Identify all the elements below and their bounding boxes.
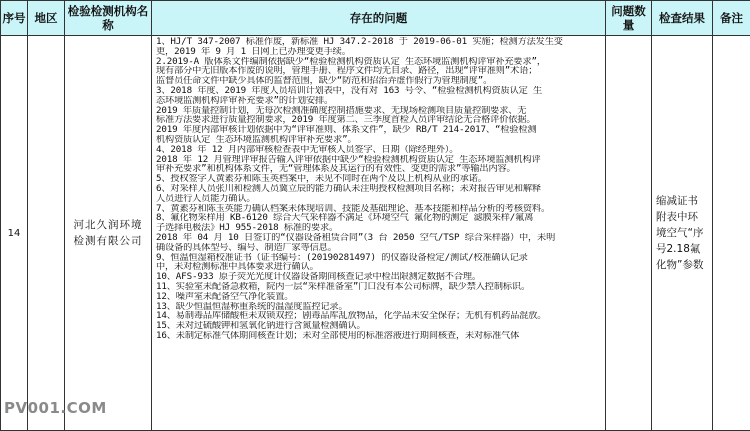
issue-line: 确设备的具体型号、编号、制造厂家等信息。 <box>156 243 602 253</box>
issue-line: 人员进行人员能力确认。 <box>156 194 602 204</box>
issue-line: 监督员任命文件中缺少具体的监督范围，缺少“防范和招治弄虚作假行为管理制度”。 <box>156 76 602 86</box>
issue-line: 标准方法要求进行质量控制要求，2019 年度第二、三季度首检人员评审结论无合格评价依据。 <box>156 115 602 125</box>
table-header-row <box>1 1 750 36</box>
row-area <box>28 36 65 431</box>
issue-line: 更，2019 年 9 月 1 日网上已办理变更手续。 <box>156 47 602 57</box>
table-row <box>1 36 750 431</box>
issue-line: 2019 年度内部审核计划依据中为“评审准则、体系文件”，缺少 RB/T 214-2017、“检验检测 <box>156 125 602 135</box>
issue-line: 机构资质认定 生态环境监测机构评审补充要求”。 <box>156 135 602 145</box>
issue-line: 13、缺少恒温恒湿称重系统的温湿度监控记录。 <box>156 302 602 312</box>
issue-line: 16、未制定标准气体期间核查计划；未对全部使用的标准溶液进行期间核查，未对标准气体 <box>156 331 602 341</box>
watermark-text: PV001.COM <box>4 399 107 417</box>
issue-line: 中，未对检测标准中具体要求进行确认。 <box>156 262 602 272</box>
header-area: 地区 <box>28 1 65 36</box>
issue-line: 2018 年 04 月 10 日签订的“仪器设备租赁合同”（3 台 2050 空气/TSP 综合采样器）中，未明 <box>156 233 602 243</box>
issue-line: 9、恒温恒湿箱校准证书（证书编号：(20190281497) 的仪器设备检定/测试/校准确认记录 <box>156 253 602 263</box>
issue-line: 2018 年 12 月管理评审报告输入评审依据中缺少“检验检测机构资质认定 生态环境监测机构评 <box>156 155 602 165</box>
header-result: 检查结果 <box>652 1 713 36</box>
issue-line: 现有部分中无旧版本作废的说明，管理手册、程序文件均无目录、路径，出现“评审准则”术语； <box>156 66 602 76</box>
issue-line: 子选择电极法》HJ 955-2018 标准的要求。 <box>156 223 602 233</box>
issue-list <box>156 37 602 341</box>
row-seq: 14 <box>1 36 28 431</box>
header-note: 备注 <box>713 1 750 36</box>
row-result: 缩减证书附表中环境空气“序号2.18氟化物”参数 <box>652 36 713 431</box>
issue-line: 2.2019-A 版体系文件编制依据缺少“检验检测机构资质认定 生态环境监测机构评审补充要求”， <box>156 57 602 67</box>
issue-line: 2019 年质量控制计划，无每次检测准确度控制措施要求、无现场检测项目质量控制要求、无 <box>156 106 602 116</box>
issue-line: 4、2018 年 12 月内部审核检查表中无审核人员签字、日期（除经理外）。 <box>156 145 602 155</box>
header-issues: 存在的问题 <box>152 1 606 36</box>
issue-line: 审补充要求”和机构体系文件，无“管理体系及其运行的有效性、变更的需求”等输出内容。 <box>156 164 602 174</box>
issue-line: 5、授权签字人黄素芬和陈玉英档案中，未见不同时在两个及以上机构从业的承诺。 <box>156 174 602 184</box>
issue-line: 12、噪声室未配备空气净化装置。 <box>156 292 602 302</box>
issue-line: 7、黄素芬和陈玉英能力确认档案未体现培训、技能及基础理论、基本技能和样品分析的考核资料。 <box>156 204 602 214</box>
issue-line: 态环境监测机构评审补充要求”的计划安排。 <box>156 96 602 106</box>
issue-line: 8、氟化物采样用 KB-6120 综合大气采样器不满足《环境空气 氟化物的测定 滤膜采样/氟离 <box>156 213 602 223</box>
issue-line: 15、未对过硫酸钾和氢氧化钠进行含氮量检测确认。 <box>156 321 602 331</box>
issue-line: 6、对采样人员张川和检测人员冀立辰的能力确认未注明授权检测项目名称；未对报告审见和解释 <box>156 184 602 194</box>
header-seq: 序号 <box>1 1 28 36</box>
issue-line: 3、2018 年度、2019 年度人员培训计划表中，没有对 163 号令、“检验检测机构资质认定 生 <box>156 86 602 96</box>
issue-line: 1、HJ/T 347-2007 标准作废，新标准 HJ 347.2-2018 于 2019-06-01 实施；检测方法发生变 <box>156 37 602 47</box>
header-count: 问题数量 <box>606 1 652 36</box>
issue-line: 10、AFS-933 原子荧光光度计仪器设备期间核查记录中检出限测定数据不合理。 <box>156 272 602 282</box>
issue-line: 11、实验室未配备急救箱，院内一层“采样准备室”门口没有本公司标牌，缺少禁入控制标识。 <box>156 282 602 292</box>
header-institution: 检验检测机构名称 <box>65 1 152 36</box>
row-institution: 河北久润环境检测有限公司 <box>65 36 152 431</box>
row-note <box>713 36 750 431</box>
issue-line: 14、易制毒品库储酸柜未双锁双控；剧毒品库乱放物品，化学品未安全保存；无机有机药品混放。 <box>156 311 602 321</box>
row-count <box>606 36 652 431</box>
row-issues <box>152 36 606 431</box>
